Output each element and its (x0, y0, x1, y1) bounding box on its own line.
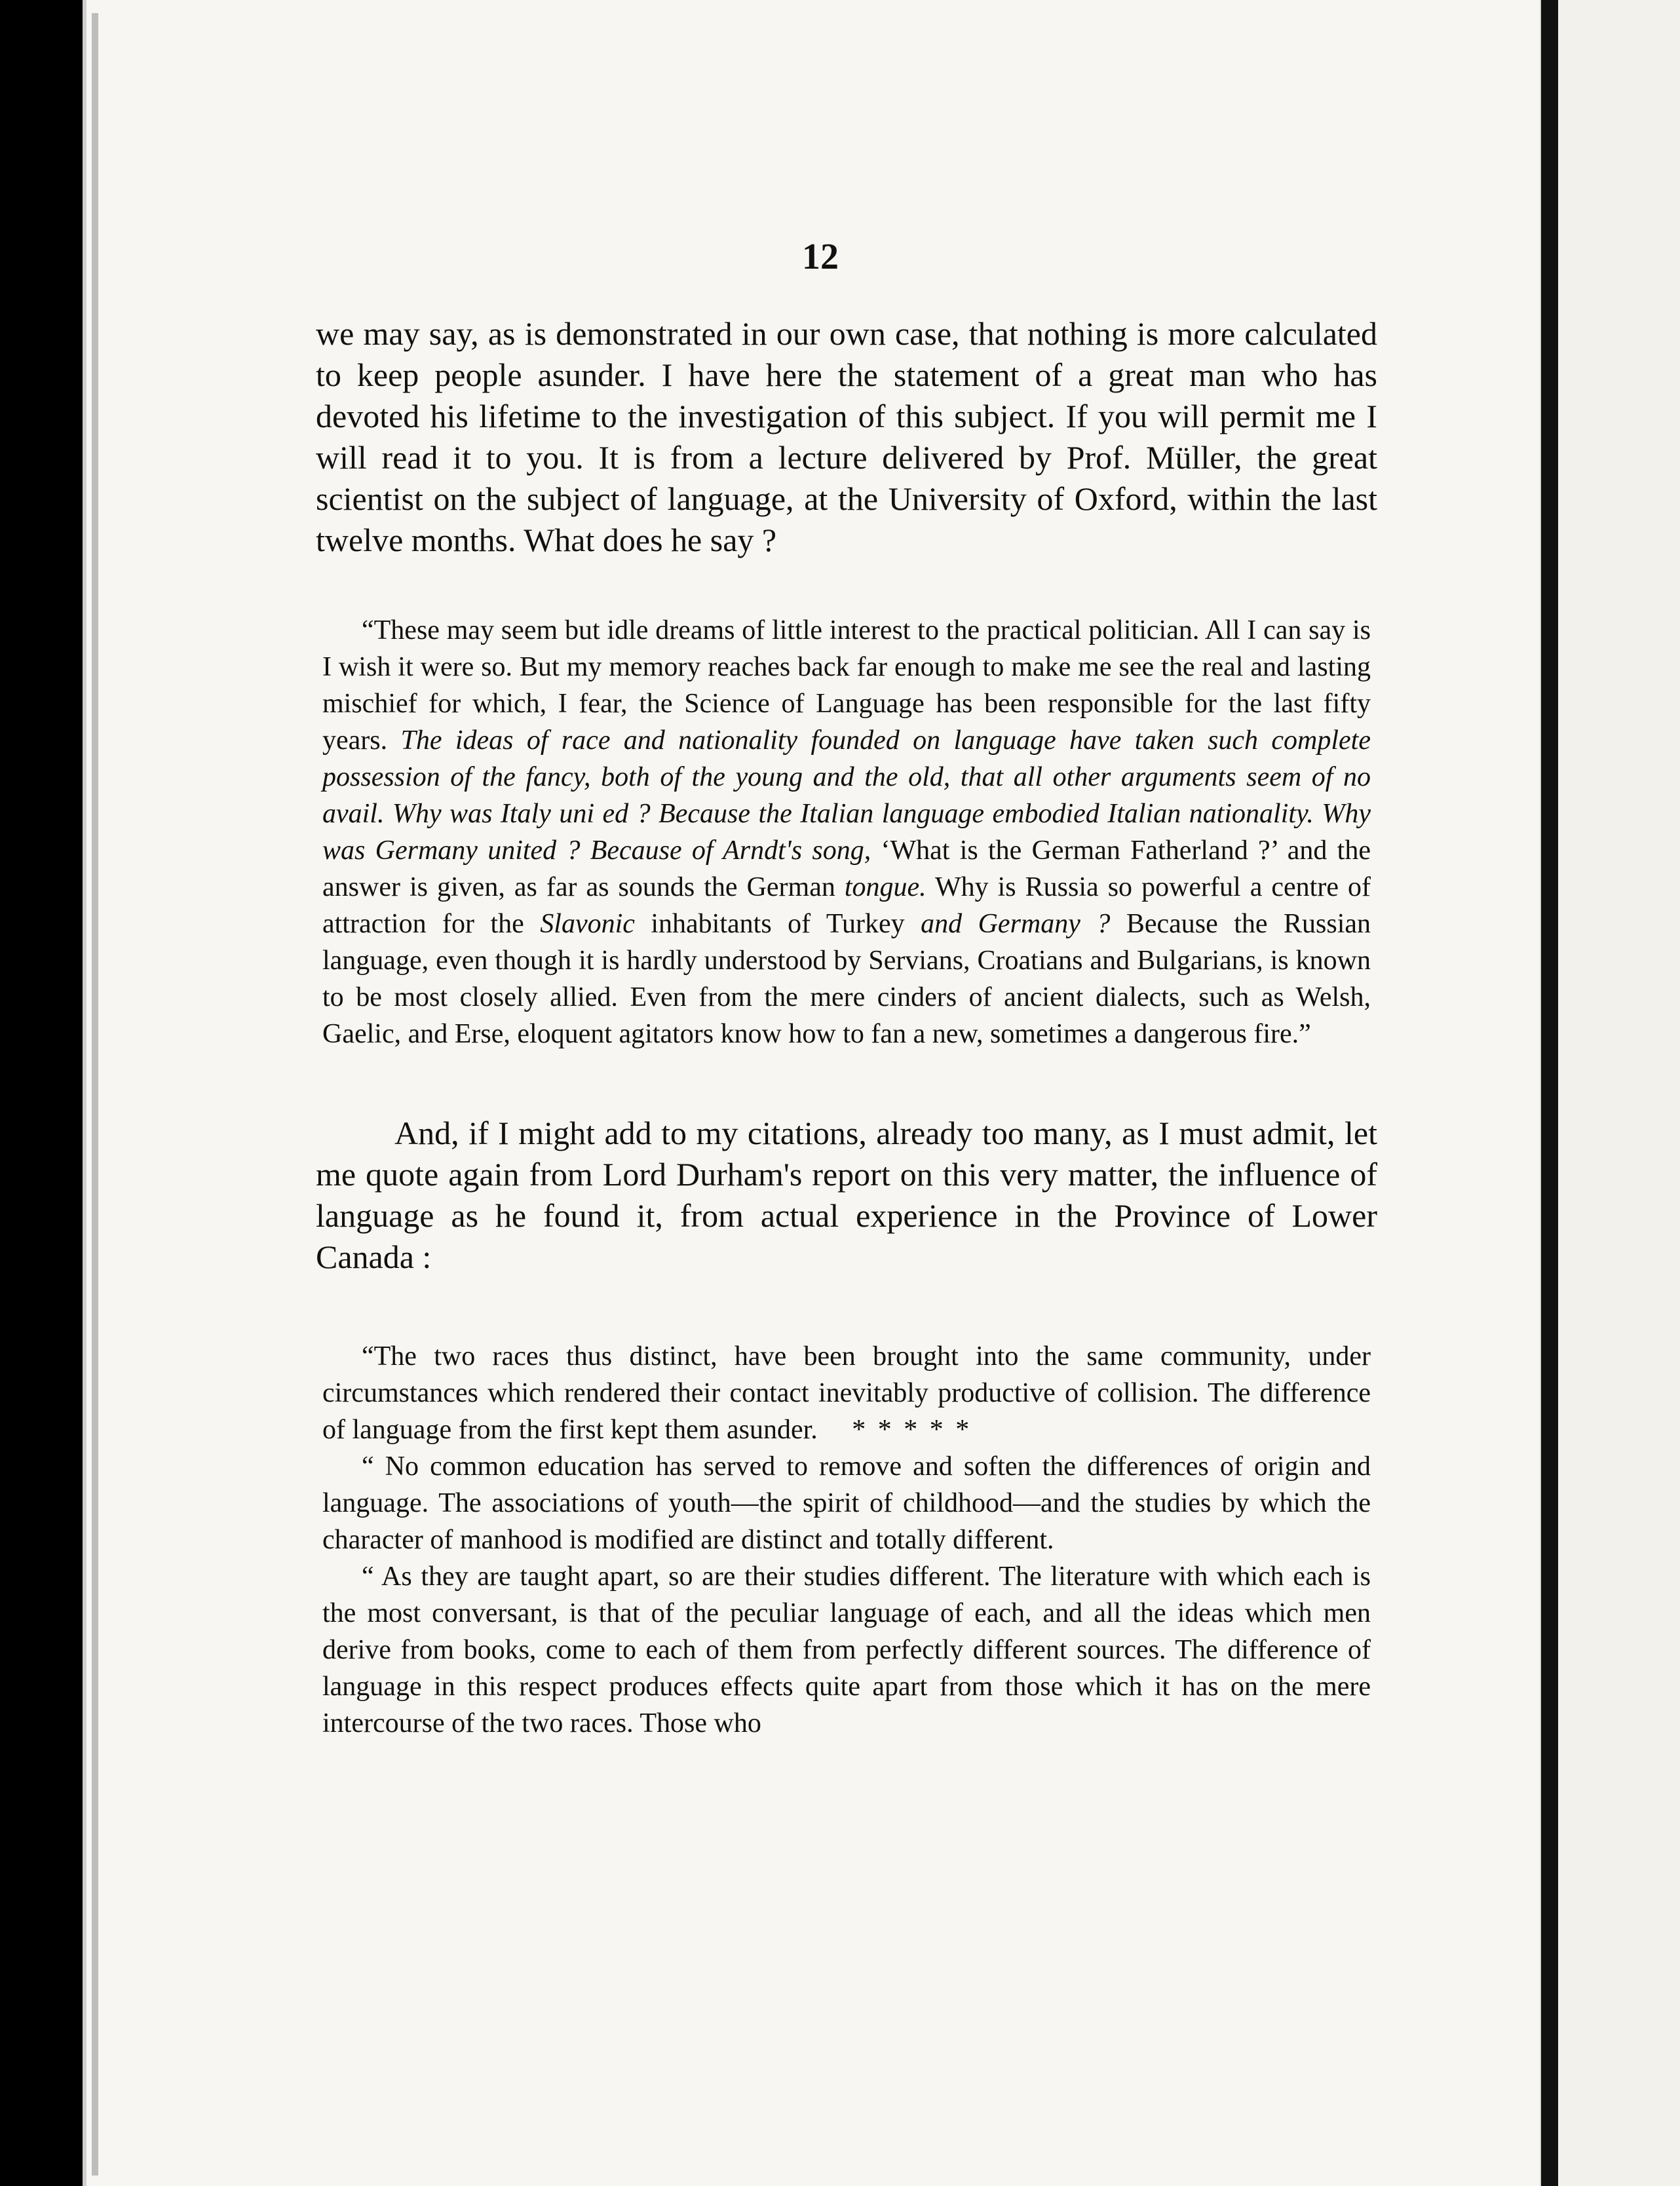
page-content (316, 236, 1377, 1742)
adjacent-page (1558, 0, 1680, 2186)
quote-italic-text: tongue. (844, 872, 926, 902)
asterisk-ellipsis: * * * * * (852, 1415, 972, 1445)
durham-quotation-paragraph (322, 1338, 1371, 1448)
quote-italic-text: and Germany ? (921, 909, 1111, 939)
quote-text: “These may seem but idle dreams of little interest to the practical politician. All I can say is I wish it were so. But my memory reaches back far enough to make me see the real and lasting mischief for which, I fear, the Science of Language has been responsible for the last fifty years. (322, 615, 1371, 756)
durham-quotation-paragraph: “ No common education has served to remove and soften the differences of origin and language. The associations of youth—the spirit of childhood—and the studies by which the character of manhood is modified are distinct and totally different. (322, 1451, 1371, 1555)
page-number: 12 (802, 237, 839, 277)
quote-italic-text: Slavonic (540, 909, 635, 939)
quote-text: “The two races thus distinct, have been brought into the same community, under circumstances which rendered their contact inevitably productive of collision. The difference of language from the first kept them asunder. (322, 1341, 1371, 1445)
muller-quotation (322, 612, 1371, 1052)
durham-quotation-paragraph: “ As they are taught apart, so are their studies different. The literature with which each is the most conversant, is that of the peculiar language of each, and all the ideas which men derive from books, come to each of them from perfectly different sources. The difference of language in this respect produces effects quite apart from those which it has on the mere intercourse of the two races. Those who (322, 1562, 1371, 1738)
quote-text: Why is Russia so powerful a centre of attraction for the (322, 872, 1371, 939)
quote-text: ‘What is the German Fatherland ?’ and the answer is given, as far as sounds the German (322, 835, 1371, 902)
paragraph-durham-intro: And, if I might add to my citations, already too many, as I must admit, let me quote again from Lord Durham's report on this very matter, the influence of language as he found it, from actual experience in the Province of Lower Canada : (316, 1115, 1377, 1275)
quote-text: Because the Russian language, even though it is hardly understood by Servians, Croatians and Bulgarians, is known to be most closely allied. Even from the mere cinders of ancient dialects, such as Welsh, Gaelic, and Erse, eloquent agitators know how to fan a new, sometimes a dangerous fire.” (322, 909, 1371, 1049)
page-binding-edge (92, 13, 98, 2176)
page-gutter (1541, 0, 1558, 2186)
paragraph-intro: we may say, as is demonstrated in our own case, that nothing is more calculated to keep people asunder. I have here the statement of a great man who has devoted his lifetime to the investigation of this subject. If you will permit me I will read it to you. It is from a lecture delivered by Prof. Müller, the great scientist on the subject of language, at the University of Oxford, within the last twelve months. What does he say ? (316, 315, 1377, 558)
quote-italic-text: The ideas of race and nationality founded on language have taken such complete possession of the fancy, both of the young and the old, that all other arguments seem of no avail. Why was Italy uni ed ? Because the Italian language embodied Italian nationality. Why was Germany united ? Because of Arndt's song, (322, 725, 1371, 866)
quote-text: inhabitants of Turkey (634, 909, 921, 939)
